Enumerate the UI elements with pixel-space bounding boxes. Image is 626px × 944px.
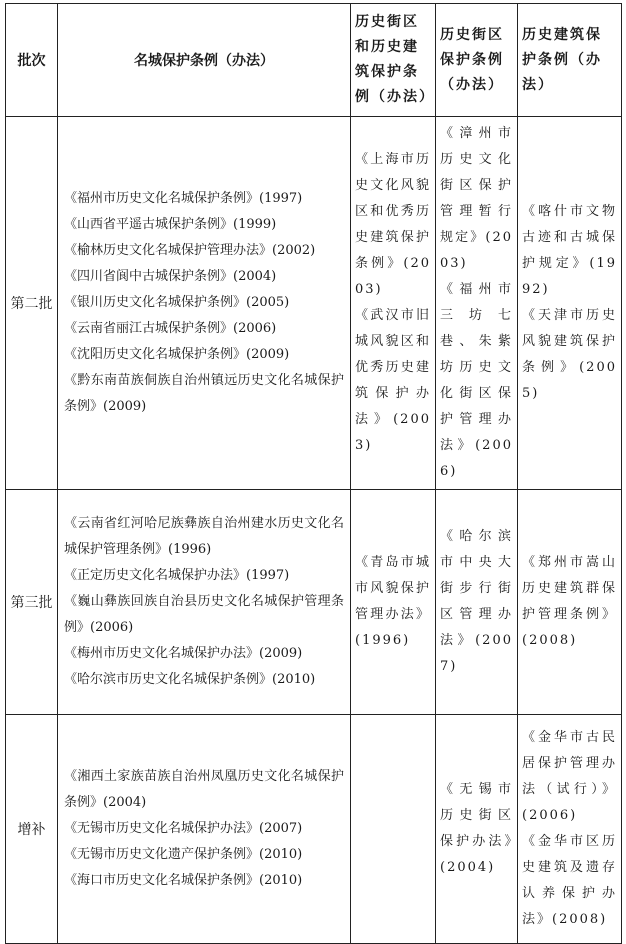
- district-cell: [436, 715, 518, 944]
- district-item: 《无锡市历史街区保护办法》(2004): [440, 782, 513, 875]
- district-item: 《哈尔滨市中央大街步行街区管理办法》(2007): [440, 529, 513, 674]
- regulations-table: [5, 3, 622, 944]
- table-row: [6, 490, 622, 715]
- header-row: [6, 4, 622, 117]
- regulation-item: 《无锡市历史文化遗产保护条例》(2010): [64, 847, 303, 862]
- regulation-item: 《云南省红河哈尼族彝族自治州建水历史文化名城保护管理条例》(1996): [64, 516, 344, 557]
- building-item: 《金华市古民居保护管理办法（试行）》(2006): [522, 730, 617, 823]
- batch-cell: 第二批: [6, 117, 58, 490]
- regulation-item: 《海口市历史文化名城保护条例》(2010): [64, 873, 303, 888]
- district-building-cell: [351, 117, 436, 490]
- regulation-item: 《黔东南苗族侗族自治州镇远历史文化名城保护条例》(2009): [64, 373, 344, 414]
- building-item: 《郑州市嵩山历史建筑群保护管理条例》(2008): [522, 555, 617, 648]
- regulation-item: 《湘西土家族苗族自治州凤凰历史文化名城保护条例》(2004): [64, 769, 344, 810]
- district-item: 《福州市三坊七巷、朱紫坊历史文化街区保护管理办法》(2006): [440, 282, 513, 479]
- district-item: 《漳州市历史文化街区保护管理暂行规定》(2003): [440, 126, 513, 271]
- district-building-cell: [351, 715, 436, 944]
- regulation-cell: [58, 117, 351, 490]
- district-building-item: 《上海市历史文化风貌区和优秀历史建筑保护条例》(2003): [355, 152, 431, 297]
- district-building-item: 《青岛市城市风貌保护管理办法》(1996): [355, 555, 431, 648]
- table-body: [6, 117, 622, 944]
- header-regulation: 名城保护条例（办法）: [58, 4, 351, 117]
- regulation-item: 《银川历史文化名城保护条例》(2005): [64, 295, 290, 310]
- regulation-item: 《福州市历史文化名城保护条例》(1997): [64, 191, 303, 206]
- regulation-item: 《巍山彝族回族自治县历史文化名城保护管理条例》(2006): [64, 594, 344, 635]
- regulation-item: 《沈阳历史文化名城保护条例》(2009): [64, 347, 290, 362]
- building-cell: [518, 117, 622, 490]
- district-cell: [436, 117, 518, 490]
- building-item: 《喀什市文物古迹和古城保护规定》(1992): [522, 204, 617, 297]
- regulation-item: 《榆林历史文化名城保护管理办法》(2002): [64, 243, 316, 258]
- district-building-item: 《武汉市旧城风貌区和优秀历史建筑保护办法》(2003): [355, 308, 431, 453]
- header-district-building: 历史街区和历史建筑保护条例（办法）: [351, 4, 436, 117]
- regulation-item: 《正定历史文化名城保护办法》(1997): [64, 568, 290, 583]
- building-item: 《天津市历史风貌建筑保护条例》(2005): [522, 308, 617, 401]
- batch-cell: 第三批: [6, 490, 58, 715]
- table-row: [6, 117, 622, 490]
- header-batch: 批次: [6, 4, 58, 117]
- regulation-item: 《山西省平遥古城保护条例》(1999): [64, 217, 277, 232]
- district-building-cell: [351, 490, 436, 715]
- table-row: [6, 715, 622, 944]
- header-building: 历史建筑保护条例（办法）: [518, 4, 622, 117]
- building-cell: [518, 715, 622, 944]
- regulation-item: 《梅州市历史文化名城保护办法》(2009): [64, 646, 303, 661]
- regulation-cell: [58, 490, 351, 715]
- regulation-item: 《无锡市历史文化名城保护办法》(2007): [64, 821, 303, 836]
- district-cell: [436, 490, 518, 715]
- regulation-item: 《哈尔滨市历史文化名城保护条例》(2010): [64, 672, 316, 687]
- regulation-item: 《云南省丽江古城保护条例》(2006): [64, 321, 277, 336]
- regulation-item: 《四川省阆中古城保护条例》(2004): [64, 269, 277, 284]
- building-cell: [518, 490, 622, 715]
- header-district: 历史街区保护条例（办法）: [436, 4, 518, 117]
- regulation-cell: [58, 715, 351, 944]
- building-item: 《金华市区历史建筑及遗存认养保护办法》(2008): [522, 834, 617, 927]
- batch-cell: 增补: [6, 715, 58, 944]
